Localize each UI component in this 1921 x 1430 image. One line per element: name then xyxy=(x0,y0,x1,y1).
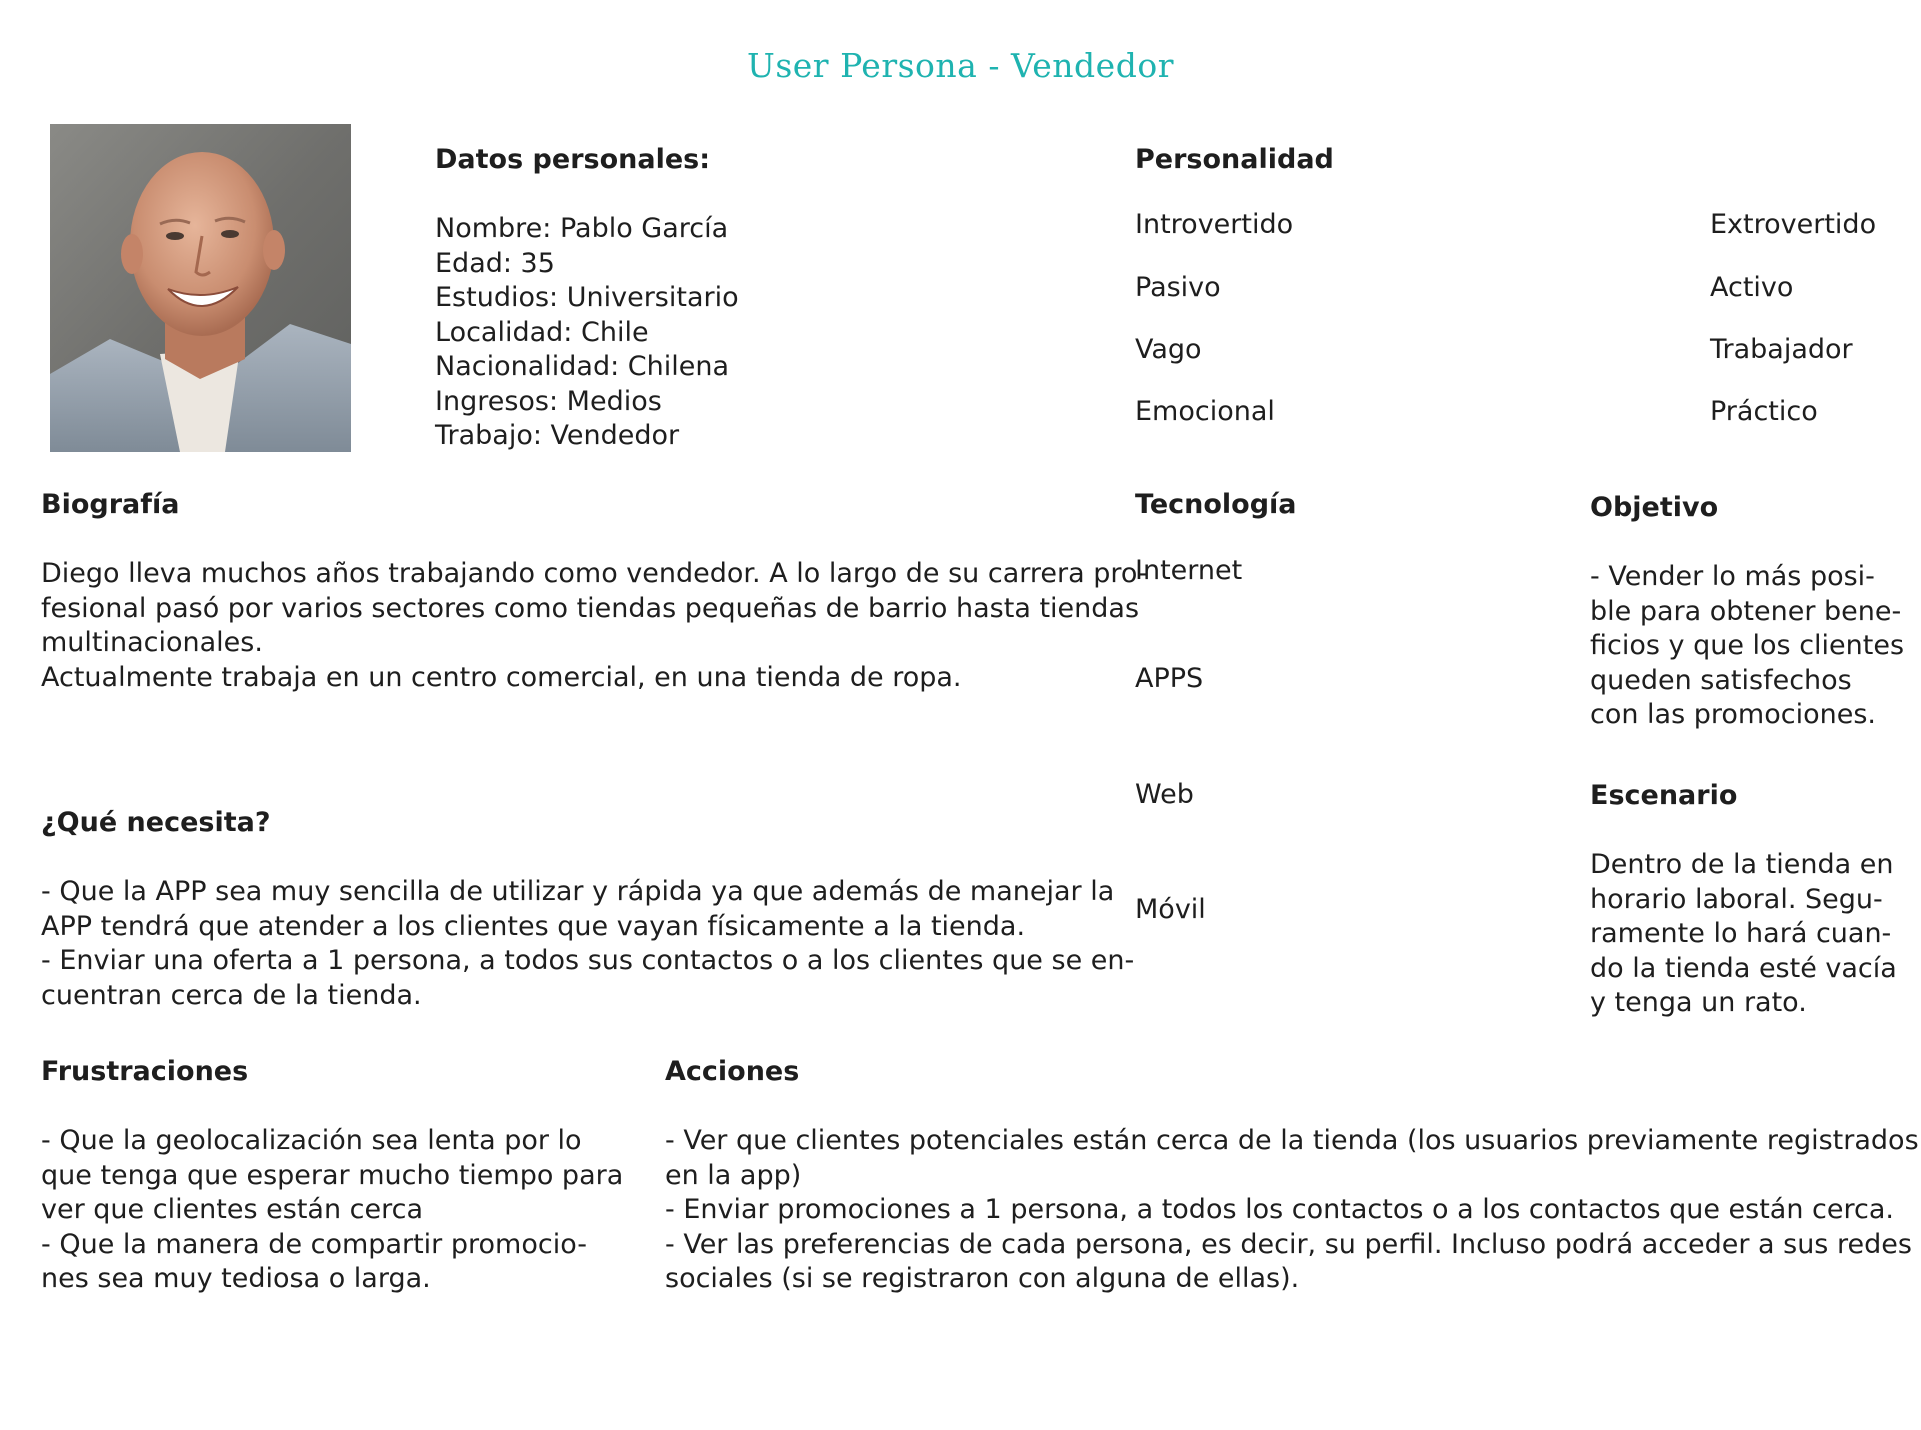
tecnologia-item-internet: Internet xyxy=(1135,555,1243,586)
escenario-line: ramente lo hará cuan- xyxy=(1590,918,1892,949)
tecnologia-heading: Tecnología xyxy=(1135,489,1297,520)
datos-line: Ingresos: Medios xyxy=(435,385,662,417)
objetivo-line: con las promociones. xyxy=(1590,699,1876,730)
acciones-line: sociales (si se registraron con alguna de ellas). xyxy=(665,1263,1300,1294)
necesita-heading: ¿Qué necesita? xyxy=(41,807,271,838)
personalidad-left-0: Introvertido xyxy=(1135,209,1294,240)
objetivo-line: ble para obtener bene- xyxy=(1590,595,1902,627)
frustraciones-line: - Que la manera de compartir promocio- xyxy=(41,1228,587,1260)
acciones-line: - Ver las preferencias de cada persona, es decir, su perfil. Incluso podrá acceder a sus redes xyxy=(665,1228,1912,1260)
necesita-line: - Enviar una oferta a 1 persona, a todos sus contactos o a los clientes que se en- xyxy=(41,945,1135,976)
escenario-line: do la tienda esté vacía xyxy=(1590,952,1897,984)
objetivo-line: ficios y que los clientes xyxy=(1590,630,1905,661)
escenario-text xyxy=(1590,848,1897,1021)
objetivo-text xyxy=(1590,560,1904,733)
frustraciones-line: ver que clientes están cerca xyxy=(41,1194,423,1225)
tecnologia-item-web: Web xyxy=(1135,779,1194,810)
necesita-text xyxy=(41,875,1134,1013)
datos-line: Estudios: Universitario xyxy=(435,282,739,313)
datos-line: Nacionalidad: Chilena xyxy=(435,351,730,382)
datos-line: Nombre: Pablo García xyxy=(435,213,729,244)
personalidad-left-3: Emocional xyxy=(1135,396,1275,427)
frustraciones-heading: Frustraciones xyxy=(41,1056,249,1087)
datos-line: Localidad: Chile xyxy=(435,316,649,348)
acciones-line: en la app) xyxy=(665,1159,802,1191)
biografia-line: Diego lleva muchos años trabajando como vendedor. A lo largo de su carrera pro- xyxy=(41,558,1148,589)
personalidad-right-2: Trabajador xyxy=(1710,334,1853,365)
escenario-line: horario laboral. Segu- xyxy=(1590,883,1883,915)
biografia-heading: Biografía xyxy=(41,489,180,520)
datos-line: Trabajo: Vendedor xyxy=(435,420,680,451)
frustraciones-text xyxy=(41,1124,623,1297)
frustraciones-line: - Que la geolocalización sea lenta por lo xyxy=(41,1125,582,1156)
necesita-line: cuentran cerca de la tienda. xyxy=(41,979,422,1011)
frustraciones-line: que tenga que esperar mucho tiempo para xyxy=(41,1159,624,1191)
escenario-heading: Escenario xyxy=(1590,780,1738,811)
tecnologia-item-movil: Móvil xyxy=(1135,894,1206,925)
personalidad-heading: Personalidad xyxy=(1135,144,1334,175)
personalidad-left-2: Vago xyxy=(1135,334,1202,365)
acciones-heading: Acciones xyxy=(665,1056,800,1087)
personalidad-right-1: Activo xyxy=(1710,272,1794,303)
datos-heading: Datos personales: xyxy=(435,144,711,175)
objetivo-line: - Vender lo más posi- xyxy=(1590,561,1875,592)
biografia-line: Actualmente trabaja en un centro comercial, en una tienda de ropa. xyxy=(41,661,962,693)
persona-photo xyxy=(50,124,351,452)
tecnologia-item-apps: APPS xyxy=(1135,663,1204,694)
biografia-line: fesional pasó por varios sectores como tiendas pequeñas de barrio hasta tiendas xyxy=(41,592,1140,624)
biografia-line: multinacionales. xyxy=(41,627,263,658)
personalidad-right-0: Extrovertido xyxy=(1710,209,1877,240)
acciones-line: - Ver que clientes potenciales están cerca de la tienda (los usuarios previamente registrados xyxy=(665,1125,1919,1156)
necesita-line: - Que la APP sea muy sencilla de utilizar y rápida ya que además de manejar la xyxy=(41,876,1115,907)
frustraciones-line: nes sea muy tediosa o larga. xyxy=(41,1263,431,1294)
datos-list xyxy=(435,212,739,454)
persona-photo-drawing xyxy=(50,124,351,452)
acciones-line: - Enviar promociones a 1 persona, a todos los contactos o a los contactos que están cerca. xyxy=(665,1194,1894,1225)
necesita-line: APP tendrá que atender a los clientes que vayan físicamente a la tienda. xyxy=(41,910,1026,942)
escenario-line: Dentro de la tienda en xyxy=(1590,849,1894,880)
objetivo-heading: Objetivo xyxy=(1590,492,1719,523)
escenario-line: y tenga un rato. xyxy=(1590,987,1807,1018)
datos-line: Edad: 35 xyxy=(435,247,555,279)
objetivo-line: queden satisfechos xyxy=(1590,664,1852,696)
biografia-text xyxy=(41,557,1148,695)
page-title: User Persona - Vendedor xyxy=(747,46,1174,85)
acciones-text xyxy=(665,1124,1919,1297)
personalidad-right-3: Práctico xyxy=(1710,396,1818,427)
personalidad-left-1: Pasivo xyxy=(1135,272,1221,303)
